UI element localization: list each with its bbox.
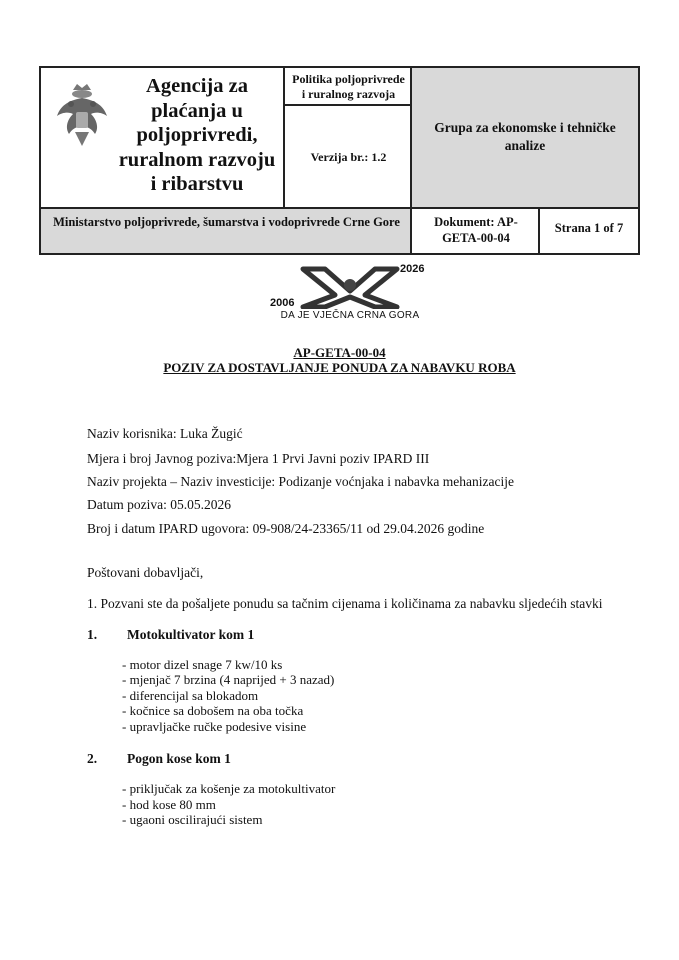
anniversary-year-end: 2026 xyxy=(400,263,425,275)
policy-title: Politika poljoprivrede i ruralnog razvoja xyxy=(292,72,405,101)
group-name: Grupa za ekonomske i tehničke analize xyxy=(434,120,616,153)
page-number: Strana 1 of 7 xyxy=(554,221,624,235)
xx-logo-icon xyxy=(295,265,405,309)
group-cell xyxy=(412,68,638,209)
agency-cell xyxy=(41,68,285,209)
info-date: Datum poziva: 05.05.2026 xyxy=(87,497,231,512)
item-title: Pogon kose kom 1 xyxy=(127,751,231,766)
spec-line: - kočnice sa dobošem na oba točka xyxy=(122,703,304,718)
info-measure: Mjera i broj Javnog poziva:Mjera 1 Prvi Javni poziv IPARD III xyxy=(87,451,430,466)
document-header xyxy=(39,66,640,255)
spec-line: - ugaoni oscilirajući sistem xyxy=(122,812,263,827)
page-cell xyxy=(540,209,638,253)
ministry-cell xyxy=(41,209,412,253)
document-code: Dokument: AP-GETA-00-04 xyxy=(434,215,518,245)
info-beneficiary: Naziv korisnika: Luka Žugić xyxy=(87,426,243,441)
greeting: Poštovani dobavljači, xyxy=(87,565,204,580)
agency-name: Agencija za plaćanja u poljoprivredi, ruralnom razvoju i ribarstvu xyxy=(118,75,276,195)
spec-line: - motor dizel snage 7 kw/10 ks xyxy=(122,657,283,672)
spec-line: - priključak za košenje za motokultivator xyxy=(122,781,336,796)
spec-line: - hod kose 80 mm xyxy=(122,797,216,812)
spec-line: - upravljačke ručke podesive visine xyxy=(122,719,307,734)
info-project: Naziv projekta – Naziv investicije: Podizanje voćnjaka i nabavka mehanizacije xyxy=(87,474,514,489)
version-label: Verzija br.: 1.2 xyxy=(310,150,387,164)
intro-paragraph: 1. Pozvani ste da pošaljete ponudu sa tačnim cijenama i količinama za nabavku sljedećih stavki xyxy=(87,596,603,611)
anniversary-year-start: 2006 xyxy=(270,297,295,309)
item-number: 1. xyxy=(87,627,98,642)
coat-of-arms-icon xyxy=(55,82,109,150)
spec-line: - mjenjač 7 brzina (4 naprijed + 3 nazad) xyxy=(122,672,335,687)
item-number: 2. xyxy=(87,751,98,766)
item-title: Motokultivator kom 1 xyxy=(127,627,255,642)
ministry-name: Ministarstvo poljoprivrede, šumarstva i vodoprivrede Crne Gore xyxy=(53,215,400,229)
document-heading: POZIV ZA DOSTAVLJANJE PONUDA ZA NABAVKU ROBA xyxy=(163,360,516,375)
anniversary-motto: DA JE VJEČNA CRNA GORA xyxy=(280,310,420,321)
document-cell xyxy=(412,209,540,253)
policy-cell xyxy=(285,68,412,209)
document-code-title: AP-GETA-00-04 xyxy=(293,345,386,360)
spec-line: - diferencijal sa blokadom xyxy=(122,688,259,703)
info-contract: Broj i datum IPARD ugovora: 09-908/24-23365/11 od 29.04.2026 godine xyxy=(87,521,485,536)
anniversary-logo xyxy=(265,265,435,323)
